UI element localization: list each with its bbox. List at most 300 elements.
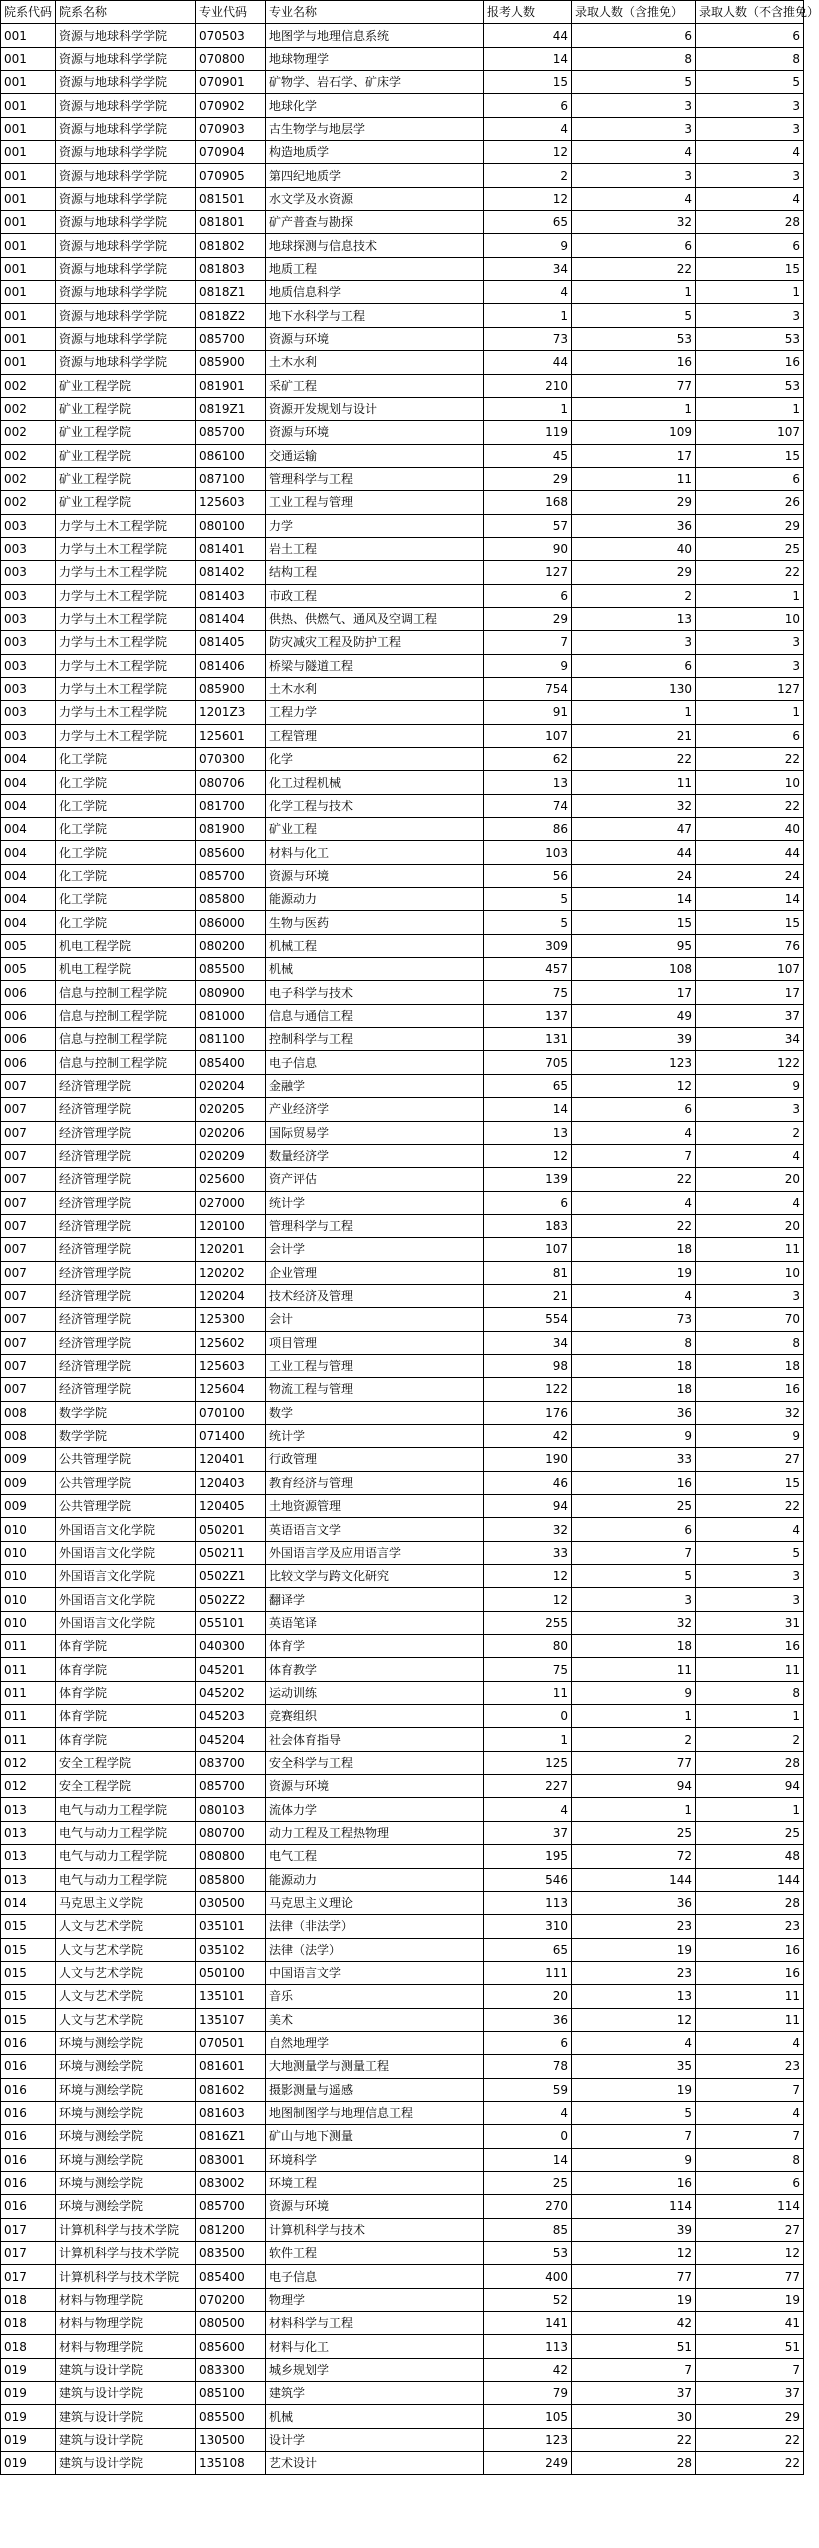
- table-row: [1, 748, 804, 771]
- admitted-excl-cell: 20: [696, 1214, 804, 1237]
- applicants-cell: 1: [484, 1728, 572, 1751]
- major-code-cell: 070100: [196, 1401, 266, 1424]
- major-code-cell: 081000: [196, 1004, 266, 1027]
- major-name-cell: 数学: [266, 1401, 484, 1424]
- dept-code-cell: 007: [1, 1121, 56, 1144]
- admitted-incl-cell: 6: [572, 234, 696, 257]
- dept-code-cell: 015: [1, 1961, 56, 1984]
- dept-code-cell: 001: [1, 234, 56, 257]
- dept-name-cell: 化工学院: [56, 841, 196, 864]
- major-code-cell: 081100: [196, 1028, 266, 1051]
- major-name-cell: 化学: [266, 748, 484, 771]
- admitted-excl-cell: 16: [696, 351, 804, 374]
- applicants-cell: 9: [484, 234, 572, 257]
- major-name-cell: 比较文学与跨文化研究: [266, 1565, 484, 1588]
- admitted-incl-cell: 6: [572, 1518, 696, 1541]
- dept-code-cell: 004: [1, 771, 56, 794]
- major-code-cell: 020205: [196, 1098, 266, 1121]
- major-name-cell: 工程力学: [266, 701, 484, 724]
- dept-code-cell: 007: [1, 1168, 56, 1191]
- applicants-cell: 81: [484, 1261, 572, 1284]
- admitted-excl-cell: 22: [696, 794, 804, 817]
- admitted-incl-cell: 73: [572, 1308, 696, 1331]
- table-row: [1, 794, 804, 817]
- major-name-cell: 资源与环境: [266, 2195, 484, 2218]
- table-row: [1, 934, 804, 957]
- applicants-cell: 44: [484, 24, 572, 47]
- applicants-cell: 168: [484, 491, 572, 514]
- major-code-cell: 045201: [196, 1658, 266, 1681]
- admitted-incl-cell: 19: [572, 1261, 696, 1284]
- admitted-excl-cell: 28: [696, 211, 804, 234]
- applicants-cell: 9: [484, 654, 572, 677]
- admitted-incl-cell: 12: [572, 2008, 696, 2031]
- dept-name-cell: 电气与动力工程学院: [56, 1845, 196, 1868]
- major-code-cell: 120201: [196, 1238, 266, 1261]
- table-row: [1, 2195, 804, 2218]
- table-row: [1, 2382, 804, 2405]
- admitted-excl-cell: 3: [696, 1284, 804, 1307]
- admitted-excl-cell: 19: [696, 2288, 804, 2311]
- major-name-cell: 桥梁与隧道工程: [266, 654, 484, 677]
- applicants-cell: 90: [484, 537, 572, 560]
- admitted-incl-cell: 94: [572, 1775, 696, 1798]
- dept-name-cell: 信息与控制工程学院: [56, 1028, 196, 1051]
- dept-name-cell: 化工学院: [56, 818, 196, 841]
- admitted-excl-cell: 70: [696, 1308, 804, 1331]
- dept-code-cell: 018: [1, 2335, 56, 2358]
- dept-code-cell: 009: [1, 1471, 56, 1494]
- dept-name-cell: 经济管理学院: [56, 1214, 196, 1237]
- dept-name-cell: 化工学院: [56, 888, 196, 911]
- applicants-cell: 25: [484, 2171, 572, 2194]
- major-name-cell: 化工过程机械: [266, 771, 484, 794]
- admitted-incl-cell: 25: [572, 1821, 696, 1844]
- admitted-excl-cell: 107: [696, 958, 804, 981]
- table-row: [1, 24, 804, 47]
- admitted-incl-cell: 13: [572, 607, 696, 630]
- applicants-cell: 705: [484, 1051, 572, 1074]
- admitted-excl-cell: 15: [696, 1471, 804, 1494]
- applicants-cell: 195: [484, 1845, 572, 1868]
- dept-name-cell: 建筑与设计学院: [56, 2382, 196, 2405]
- table-row: [1, 257, 804, 280]
- applicants-cell: 65: [484, 1074, 572, 1097]
- admitted-excl-cell: 3: [696, 94, 804, 117]
- dept-name-cell: 外国语言文化学院: [56, 1541, 196, 1564]
- dept-name-cell: 力学与土木工程学院: [56, 607, 196, 630]
- dept-name-cell: 经济管理学院: [56, 1238, 196, 1261]
- admitted-incl-cell: 144: [572, 1868, 696, 1891]
- applicants-cell: 122: [484, 1378, 572, 1401]
- table-row: [1, 1168, 804, 1191]
- major-code-cell: 085700: [196, 421, 266, 444]
- major-name-cell: 物理学: [266, 2288, 484, 2311]
- table-row: [1, 2265, 804, 2288]
- major-name-cell: 会计: [266, 1308, 484, 1331]
- dept-name-cell: 建筑与设计学院: [56, 2405, 196, 2428]
- major-code-cell: 120204: [196, 1284, 266, 1307]
- admitted-excl-cell: 6: [696, 234, 804, 257]
- dept-code-cell: 010: [1, 1565, 56, 1588]
- admitted-excl-cell: 29: [696, 2405, 804, 2428]
- dept-code-cell: 008: [1, 1424, 56, 1447]
- major-name-cell: 地图制图学与地理信息工程: [266, 2101, 484, 2124]
- dept-name-cell: 经济管理学院: [56, 1308, 196, 1331]
- dept-name-cell: 马克思主义学院: [56, 1891, 196, 1914]
- major-name-cell: 技术经济及管理: [266, 1284, 484, 1307]
- admitted-excl-cell: 14: [696, 888, 804, 911]
- major-name-cell: 资产评估: [266, 1168, 484, 1191]
- major-code-cell: 081901: [196, 374, 266, 397]
- dept-code-cell: 012: [1, 1751, 56, 1774]
- major-code-cell: 081403: [196, 584, 266, 607]
- applicants-cell: 176: [484, 1401, 572, 1424]
- major-code-cell: 080700: [196, 1821, 266, 1844]
- table-row: [1, 1424, 804, 1447]
- dept-code-cell: 017: [1, 2218, 56, 2241]
- dept-code-cell: 007: [1, 1331, 56, 1354]
- header-admitted-excl: 录取人数（不含推免）: [696, 1, 804, 24]
- admitted-excl-cell: 114: [696, 2195, 804, 2218]
- dept-name-cell: 资源与地球科学学院: [56, 94, 196, 117]
- dept-code-cell: 017: [1, 2242, 56, 2265]
- applicants-cell: 34: [484, 257, 572, 280]
- table-row: [1, 1401, 804, 1424]
- major-name-cell: 工业工程与管理: [266, 1354, 484, 1377]
- major-name-cell: 中国语言文学: [266, 1961, 484, 1984]
- dept-name-cell: 力学与土木工程学院: [56, 537, 196, 560]
- dept-name-cell: 电气与动力工程学院: [56, 1798, 196, 1821]
- applicants-cell: 754: [484, 677, 572, 700]
- table-row: [1, 1565, 804, 1588]
- major-name-cell: 马克思主义理论: [266, 1891, 484, 1914]
- applicants-cell: 29: [484, 607, 572, 630]
- admitted-excl-cell: 51: [696, 2335, 804, 2358]
- major-code-cell: 083001: [196, 2148, 266, 2171]
- applicants-cell: 400: [484, 2265, 572, 2288]
- major-name-cell: 电子科学与技术: [266, 981, 484, 1004]
- table-row: [1, 1588, 804, 1611]
- major-name-cell: 外国语言学及应用语言学: [266, 1541, 484, 1564]
- dept-name-cell: 计算机科学与技术学院: [56, 2265, 196, 2288]
- dept-name-cell: 环境与测绘学院: [56, 2078, 196, 2101]
- major-name-cell: 地球化学: [266, 94, 484, 117]
- dept-name-cell: 经济管理学院: [56, 1098, 196, 1121]
- dept-code-cell: 007: [1, 1098, 56, 1121]
- admitted-excl-cell: 11: [696, 1985, 804, 2008]
- applicants-cell: 45: [484, 444, 572, 467]
- major-name-cell: 美术: [266, 2008, 484, 2031]
- applicants-cell: 12: [484, 187, 572, 210]
- dept-name-cell: 矿业工程学院: [56, 467, 196, 490]
- major-code-cell: 085500: [196, 2405, 266, 2428]
- dept-name-cell: 公共管理学院: [56, 1471, 196, 1494]
- dept-code-cell: 014: [1, 1891, 56, 1914]
- major-code-cell: 085700: [196, 864, 266, 887]
- applicants-cell: 107: [484, 1238, 572, 1261]
- admitted-incl-cell: 6: [572, 24, 696, 47]
- admitted-excl-cell: 8: [696, 47, 804, 70]
- major-code-cell: 045202: [196, 1681, 266, 1704]
- dept-code-cell: 018: [1, 2288, 56, 2311]
- major-name-cell: 能源动力: [266, 888, 484, 911]
- dept-name-cell: 材料与物理学院: [56, 2335, 196, 2358]
- dept-name-cell: 建筑与设计学院: [56, 2358, 196, 2381]
- applicants-cell: 65: [484, 211, 572, 234]
- dept-code-cell: 003: [1, 537, 56, 560]
- dept-code-cell: 015: [1, 1985, 56, 2008]
- admitted-excl-cell: 4: [696, 187, 804, 210]
- dept-code-cell: 004: [1, 888, 56, 911]
- major-code-cell: 085900: [196, 677, 266, 700]
- admitted-incl-cell: 4: [572, 1191, 696, 1214]
- admitted-excl-cell: 28: [696, 1751, 804, 1774]
- admitted-incl-cell: 32: [572, 794, 696, 817]
- admitted-incl-cell: 36: [572, 514, 696, 537]
- table-row: [1, 631, 804, 654]
- major-code-cell: 086000: [196, 911, 266, 934]
- dept-code-cell: 011: [1, 1705, 56, 1728]
- dept-name-cell: 资源与地球科学学院: [56, 24, 196, 47]
- applicants-cell: 137: [484, 1004, 572, 1027]
- admitted-incl-cell: 7: [572, 2358, 696, 2381]
- major-code-cell: 130500: [196, 2428, 266, 2451]
- table-row: [1, 2428, 804, 2451]
- applicants-cell: 5: [484, 911, 572, 934]
- admitted-excl-cell: 10: [696, 607, 804, 630]
- admitted-excl-cell: 28: [696, 1891, 804, 1914]
- table-row: [1, 2055, 804, 2078]
- admitted-excl-cell: 27: [696, 1448, 804, 1471]
- dept-code-cell: 018: [1, 2312, 56, 2335]
- dept-name-cell: 经济管理学院: [56, 1168, 196, 1191]
- admitted-incl-cell: 7: [572, 1541, 696, 1564]
- major-code-cell: 080200: [196, 934, 266, 957]
- major-code-cell: 0502Z2: [196, 1588, 266, 1611]
- admitted-incl-cell: 114: [572, 2195, 696, 2218]
- table-row: [1, 1448, 804, 1471]
- major-code-cell: 081602: [196, 2078, 266, 2101]
- admitted-excl-cell: 6: [696, 24, 804, 47]
- admitted-excl-cell: 94: [696, 1775, 804, 1798]
- dept-name-cell: 资源与地球科学学院: [56, 281, 196, 304]
- applicants-cell: 21: [484, 1284, 572, 1307]
- dept-code-cell: 013: [1, 1845, 56, 1868]
- major-name-cell: 项目管理: [266, 1331, 484, 1354]
- major-code-cell: 045203: [196, 1705, 266, 1728]
- admitted-excl-cell: 16: [696, 1938, 804, 1961]
- table-row: [1, 1495, 804, 1518]
- applicants-cell: 546: [484, 1868, 572, 1891]
- major-name-cell: 会计学: [266, 1238, 484, 1261]
- table-row: [1, 2242, 804, 2265]
- admitted-incl-cell: 22: [572, 2428, 696, 2451]
- major-code-cell: 050100: [196, 1961, 266, 1984]
- dept-code-cell: 003: [1, 654, 56, 677]
- admitted-incl-cell: 19: [572, 2078, 696, 2101]
- major-code-cell: 070200: [196, 2288, 266, 2311]
- major-name-cell: 软件工程: [266, 2242, 484, 2265]
- dept-name-cell: 机电工程学院: [56, 934, 196, 957]
- dept-code-cell: 009: [1, 1495, 56, 1518]
- table-row: [1, 467, 804, 490]
- dept-name-cell: 建筑与设计学院: [56, 2428, 196, 2451]
- dept-code-cell: 011: [1, 1681, 56, 1704]
- dept-code-cell: 004: [1, 911, 56, 934]
- major-code-cell: 080706: [196, 771, 266, 794]
- dept-code-cell: 006: [1, 1004, 56, 1027]
- table-row: [1, 1985, 804, 2008]
- major-name-cell: 机械: [266, 2405, 484, 2428]
- dept-code-cell: 004: [1, 794, 56, 817]
- admitted-incl-cell: 33: [572, 1448, 696, 1471]
- table-row: [1, 537, 804, 560]
- admitted-excl-cell: 11: [696, 1658, 804, 1681]
- applicants-cell: 6: [484, 584, 572, 607]
- admitted-excl-cell: 31: [696, 1611, 804, 1634]
- admitted-excl-cell: 22: [696, 2452, 804, 2475]
- admitted-excl-cell: 53: [696, 327, 804, 350]
- applicants-cell: 86: [484, 818, 572, 841]
- admitted-incl-cell: 25: [572, 1495, 696, 1518]
- dept-name-cell: 经济管理学院: [56, 1261, 196, 1284]
- admitted-excl-cell: 8: [696, 1331, 804, 1354]
- major-name-cell: 采矿工程: [266, 374, 484, 397]
- applicants-cell: 14: [484, 1098, 572, 1121]
- table-row: [1, 1378, 804, 1401]
- major-name-cell: 建筑学: [266, 2382, 484, 2405]
- major-name-cell: 体育教学: [266, 1658, 484, 1681]
- applicants-cell: 6: [484, 2031, 572, 2054]
- table-row: [1, 981, 804, 1004]
- table-row: [1, 304, 804, 327]
- table-row: [1, 327, 804, 350]
- dept-code-cell: 007: [1, 1308, 56, 1331]
- major-name-cell: 管理科学与工程: [266, 467, 484, 490]
- applicants-cell: 46: [484, 1471, 572, 1494]
- major-code-cell: 080103: [196, 1798, 266, 1821]
- admitted-incl-cell: 72: [572, 1845, 696, 1868]
- major-code-cell: 120401: [196, 1448, 266, 1471]
- major-code-cell: 081501: [196, 187, 266, 210]
- dept-code-cell: 017: [1, 2265, 56, 2288]
- table-row: [1, 724, 804, 747]
- major-name-cell: 法律（非法学）: [266, 1915, 484, 1938]
- admitted-excl-cell: 15: [696, 444, 804, 467]
- admitted-excl-cell: 44: [696, 841, 804, 864]
- major-code-cell: 085800: [196, 888, 266, 911]
- dept-name-cell: 经济管理学院: [56, 1331, 196, 1354]
- dept-name-cell: 外国语言文化学院: [56, 1588, 196, 1611]
- admitted-excl-cell: 22: [696, 2428, 804, 2451]
- applicants-cell: 105: [484, 2405, 572, 2428]
- applicants-cell: 103: [484, 841, 572, 864]
- admitted-incl-cell: 29: [572, 561, 696, 584]
- admitted-incl-cell: 3: [572, 117, 696, 140]
- header-dept-code: 院系代码: [1, 1, 56, 24]
- admitted-incl-cell: 8: [572, 47, 696, 70]
- major-code-cell: 035102: [196, 1938, 266, 1961]
- dept-code-cell: 008: [1, 1401, 56, 1424]
- admitted-incl-cell: 22: [572, 257, 696, 280]
- major-code-cell: 085600: [196, 2335, 266, 2358]
- major-code-cell: 080100: [196, 514, 266, 537]
- applicants-cell: 107: [484, 724, 572, 747]
- major-name-cell: 行政管理: [266, 1448, 484, 1471]
- admitted-incl-cell: 6: [572, 654, 696, 677]
- admitted-excl-cell: 107: [696, 421, 804, 444]
- dept-name-cell: 资源与地球科学学院: [56, 141, 196, 164]
- admitted-incl-cell: 7: [572, 2125, 696, 2148]
- table-row: [1, 654, 804, 677]
- dept-code-cell: 003: [1, 584, 56, 607]
- admitted-excl-cell: 40: [696, 818, 804, 841]
- admitted-excl-cell: 32: [696, 1401, 804, 1424]
- admitted-incl-cell: 1: [572, 397, 696, 420]
- admitted-excl-cell: 22: [696, 561, 804, 584]
- applicants-cell: 33: [484, 1541, 572, 1564]
- admitted-incl-cell: 42: [572, 2312, 696, 2335]
- admitted-incl-cell: 1: [572, 281, 696, 304]
- admitted-incl-cell: 18: [572, 1238, 696, 1261]
- table-row: [1, 911, 804, 934]
- major-code-cell: 087100: [196, 467, 266, 490]
- applicants-cell: 554: [484, 1308, 572, 1331]
- major-name-cell: 地质工程: [266, 257, 484, 280]
- admitted-incl-cell: 23: [572, 1961, 696, 1984]
- major-code-cell: 070901: [196, 71, 266, 94]
- major-code-cell: 081404: [196, 607, 266, 630]
- major-name-cell: 竞赛组织: [266, 1705, 484, 1728]
- admitted-excl-cell: 16: [696, 1961, 804, 1984]
- major-name-cell: 工程管理: [266, 724, 484, 747]
- admitted-excl-cell: 1: [696, 584, 804, 607]
- applicants-cell: 80: [484, 1635, 572, 1658]
- dept-name-cell: 资源与地球科学学院: [56, 304, 196, 327]
- applicants-cell: 0: [484, 2125, 572, 2148]
- major-code-cell: 120405: [196, 1495, 266, 1518]
- dept-name-cell: 机电工程学院: [56, 958, 196, 981]
- admitted-incl-cell: 18: [572, 1354, 696, 1377]
- applicants-cell: 56: [484, 864, 572, 887]
- admitted-excl-cell: 8: [696, 1681, 804, 1704]
- dept-code-cell: 016: [1, 2125, 56, 2148]
- dept-name-cell: 经济管理学院: [56, 1144, 196, 1167]
- table-row: [1, 2452, 804, 2475]
- dept-code-cell: 001: [1, 351, 56, 374]
- dept-code-cell: 010: [1, 1541, 56, 1564]
- admitted-incl-cell: 4: [572, 1121, 696, 1144]
- header-row: [1, 1, 804, 24]
- major-name-cell: 物流工程与管理: [266, 1378, 484, 1401]
- dept-code-cell: 011: [1, 1635, 56, 1658]
- admitted-excl-cell: 1: [696, 701, 804, 724]
- header-admitted-incl: 录取人数（含推免）: [572, 1, 696, 24]
- dept-code-cell: 002: [1, 374, 56, 397]
- table-row: [1, 1938, 804, 1961]
- major-name-cell: 设计学: [266, 2428, 484, 2451]
- dept-code-cell: 016: [1, 2101, 56, 2124]
- table-row: [1, 1728, 804, 1751]
- admitted-incl-cell: 16: [572, 1471, 696, 1494]
- applicants-cell: 4: [484, 2101, 572, 2124]
- applicants-cell: 11: [484, 1681, 572, 1704]
- table-row: [1, 1191, 804, 1214]
- dept-name-cell: 资源与地球科学学院: [56, 164, 196, 187]
- table-row: [1, 2358, 804, 2381]
- major-code-cell: 080900: [196, 981, 266, 1004]
